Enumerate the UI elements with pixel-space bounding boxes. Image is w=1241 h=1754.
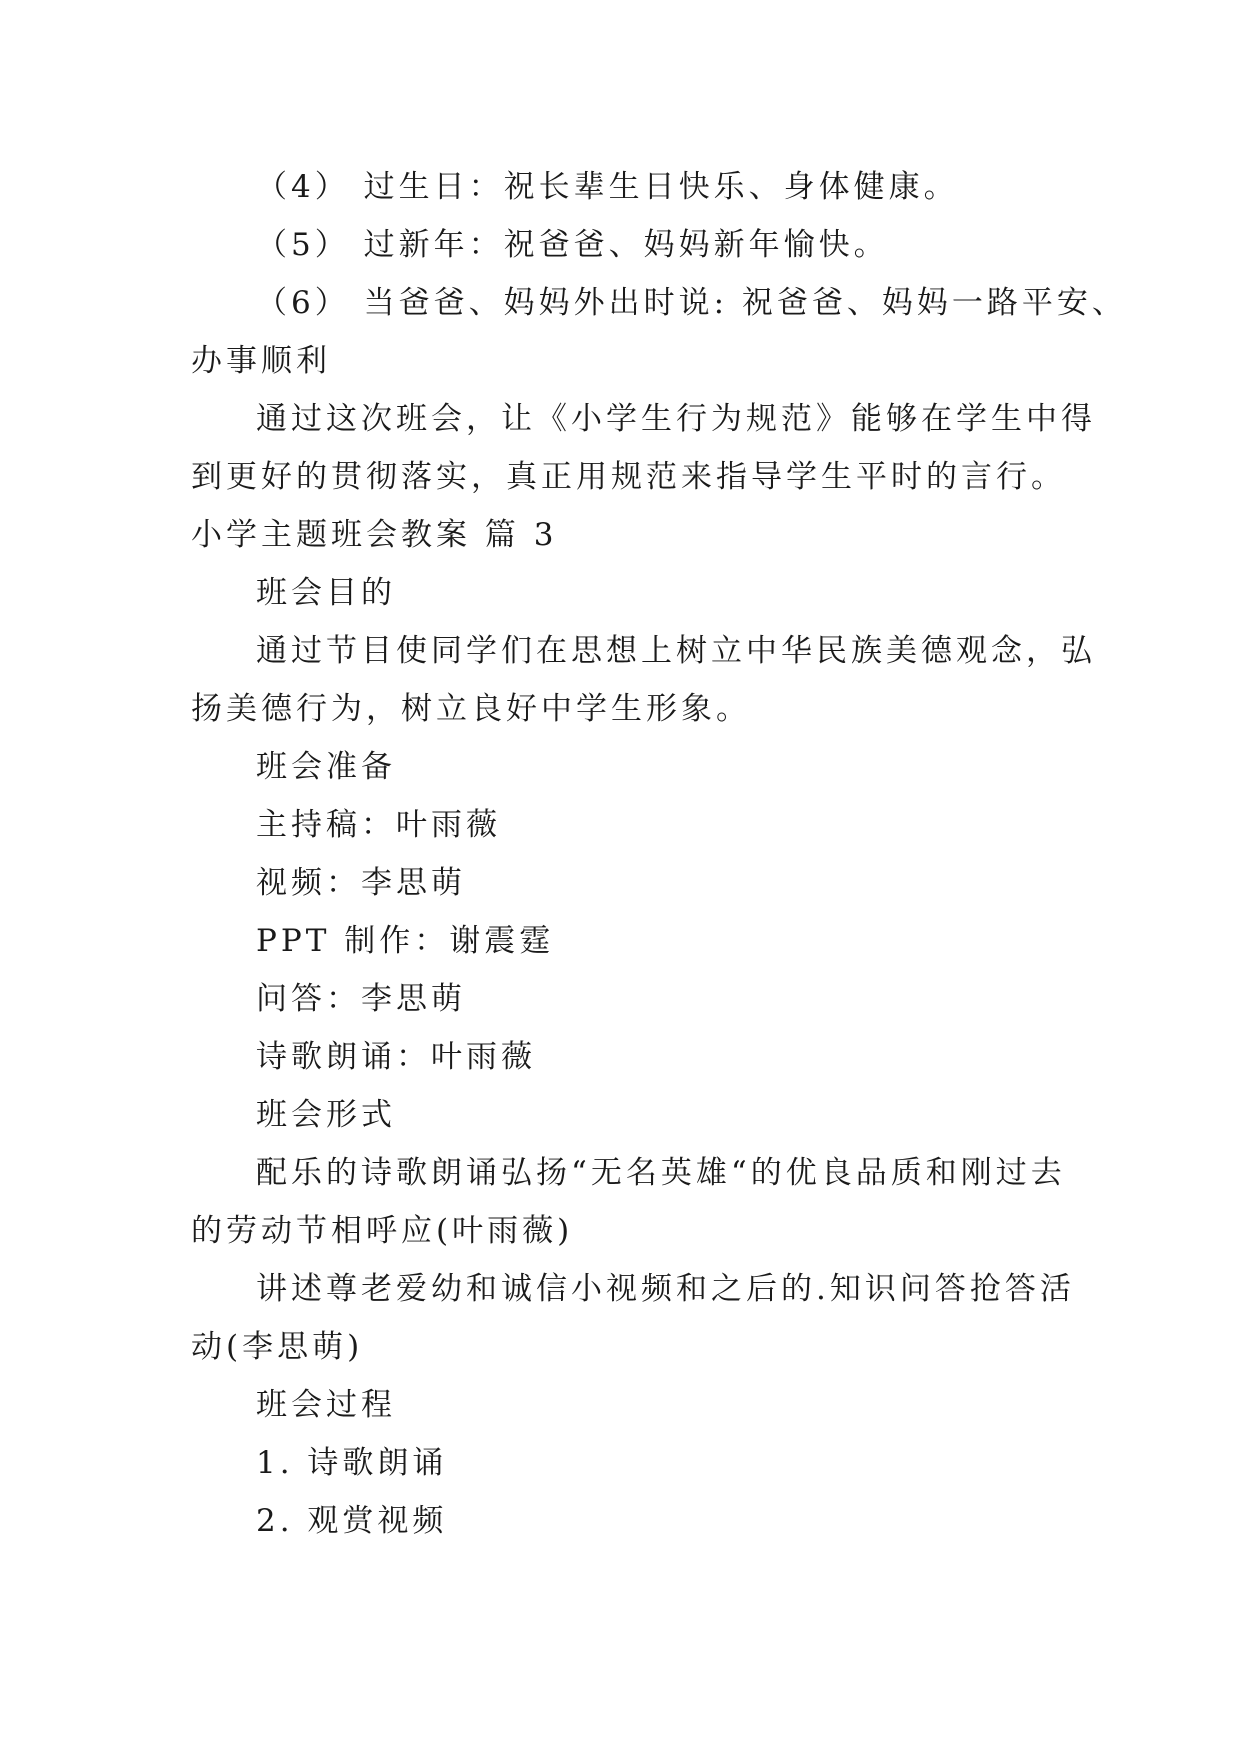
text-line: 扬美德行为，树立良好中学生形象。 — [191, 691, 751, 727]
text-line: 视频：李思萌 — [256, 865, 466, 901]
text-line: （5） 过新年：祝爸爸、妈妈新年愉快。 — [256, 227, 889, 263]
text-line: （4） 过生日：祝长辈生日快乐、身体健康。 — [256, 169, 959, 205]
subheading: 班会过程 — [256, 1387, 396, 1423]
text-line: 诗歌朗诵：叶雨薇 — [256, 1039, 536, 1075]
list-item: 1. 诗歌朗诵 — [256, 1445, 448, 1481]
text-line: （6） 当爸爸、妈妈外出时说: 祝爸爸、妈妈一路平安、 — [256, 285, 1127, 321]
section-heading: 小学主题班会教案 篇 3 — [191, 517, 558, 553]
text-line: 的劳动节相呼应(叶雨薇) — [191, 1213, 574, 1249]
text-line: 配乐的诗歌朗诵弘扬“无名英雄“的优良品质和刚过去 — [256, 1155, 1066, 1191]
text-line: 通过这次班会，让《小学生行为规范》能够在学生中得 — [256, 401, 1096, 437]
text-line: 到更好的贯彻落实，真正用规范来指导学生平时的言行。 — [191, 459, 1066, 495]
text-line: PPT 制作：谢震霆 — [256, 923, 555, 959]
text-line: 办事顺利 — [191, 343, 331, 379]
text-line: 讲述尊老爱幼和诚信小视频和之后的.知识问答抢答活 — [256, 1271, 1075, 1307]
text-line: 动(李思萌) — [191, 1329, 364, 1365]
subheading: 班会形式 — [256, 1097, 396, 1133]
text-line: 主持稿：叶雨薇 — [256, 807, 501, 843]
list-item: 2. 观赏视频 — [256, 1503, 448, 1539]
subheading: 班会目的 — [256, 575, 396, 611]
text-line: 通过节目使同学们在思想上树立中华民族美德观念，弘 — [256, 633, 1096, 669]
subheading: 班会准备 — [256, 749, 396, 785]
text-line: 问答：李思萌 — [256, 981, 466, 1017]
